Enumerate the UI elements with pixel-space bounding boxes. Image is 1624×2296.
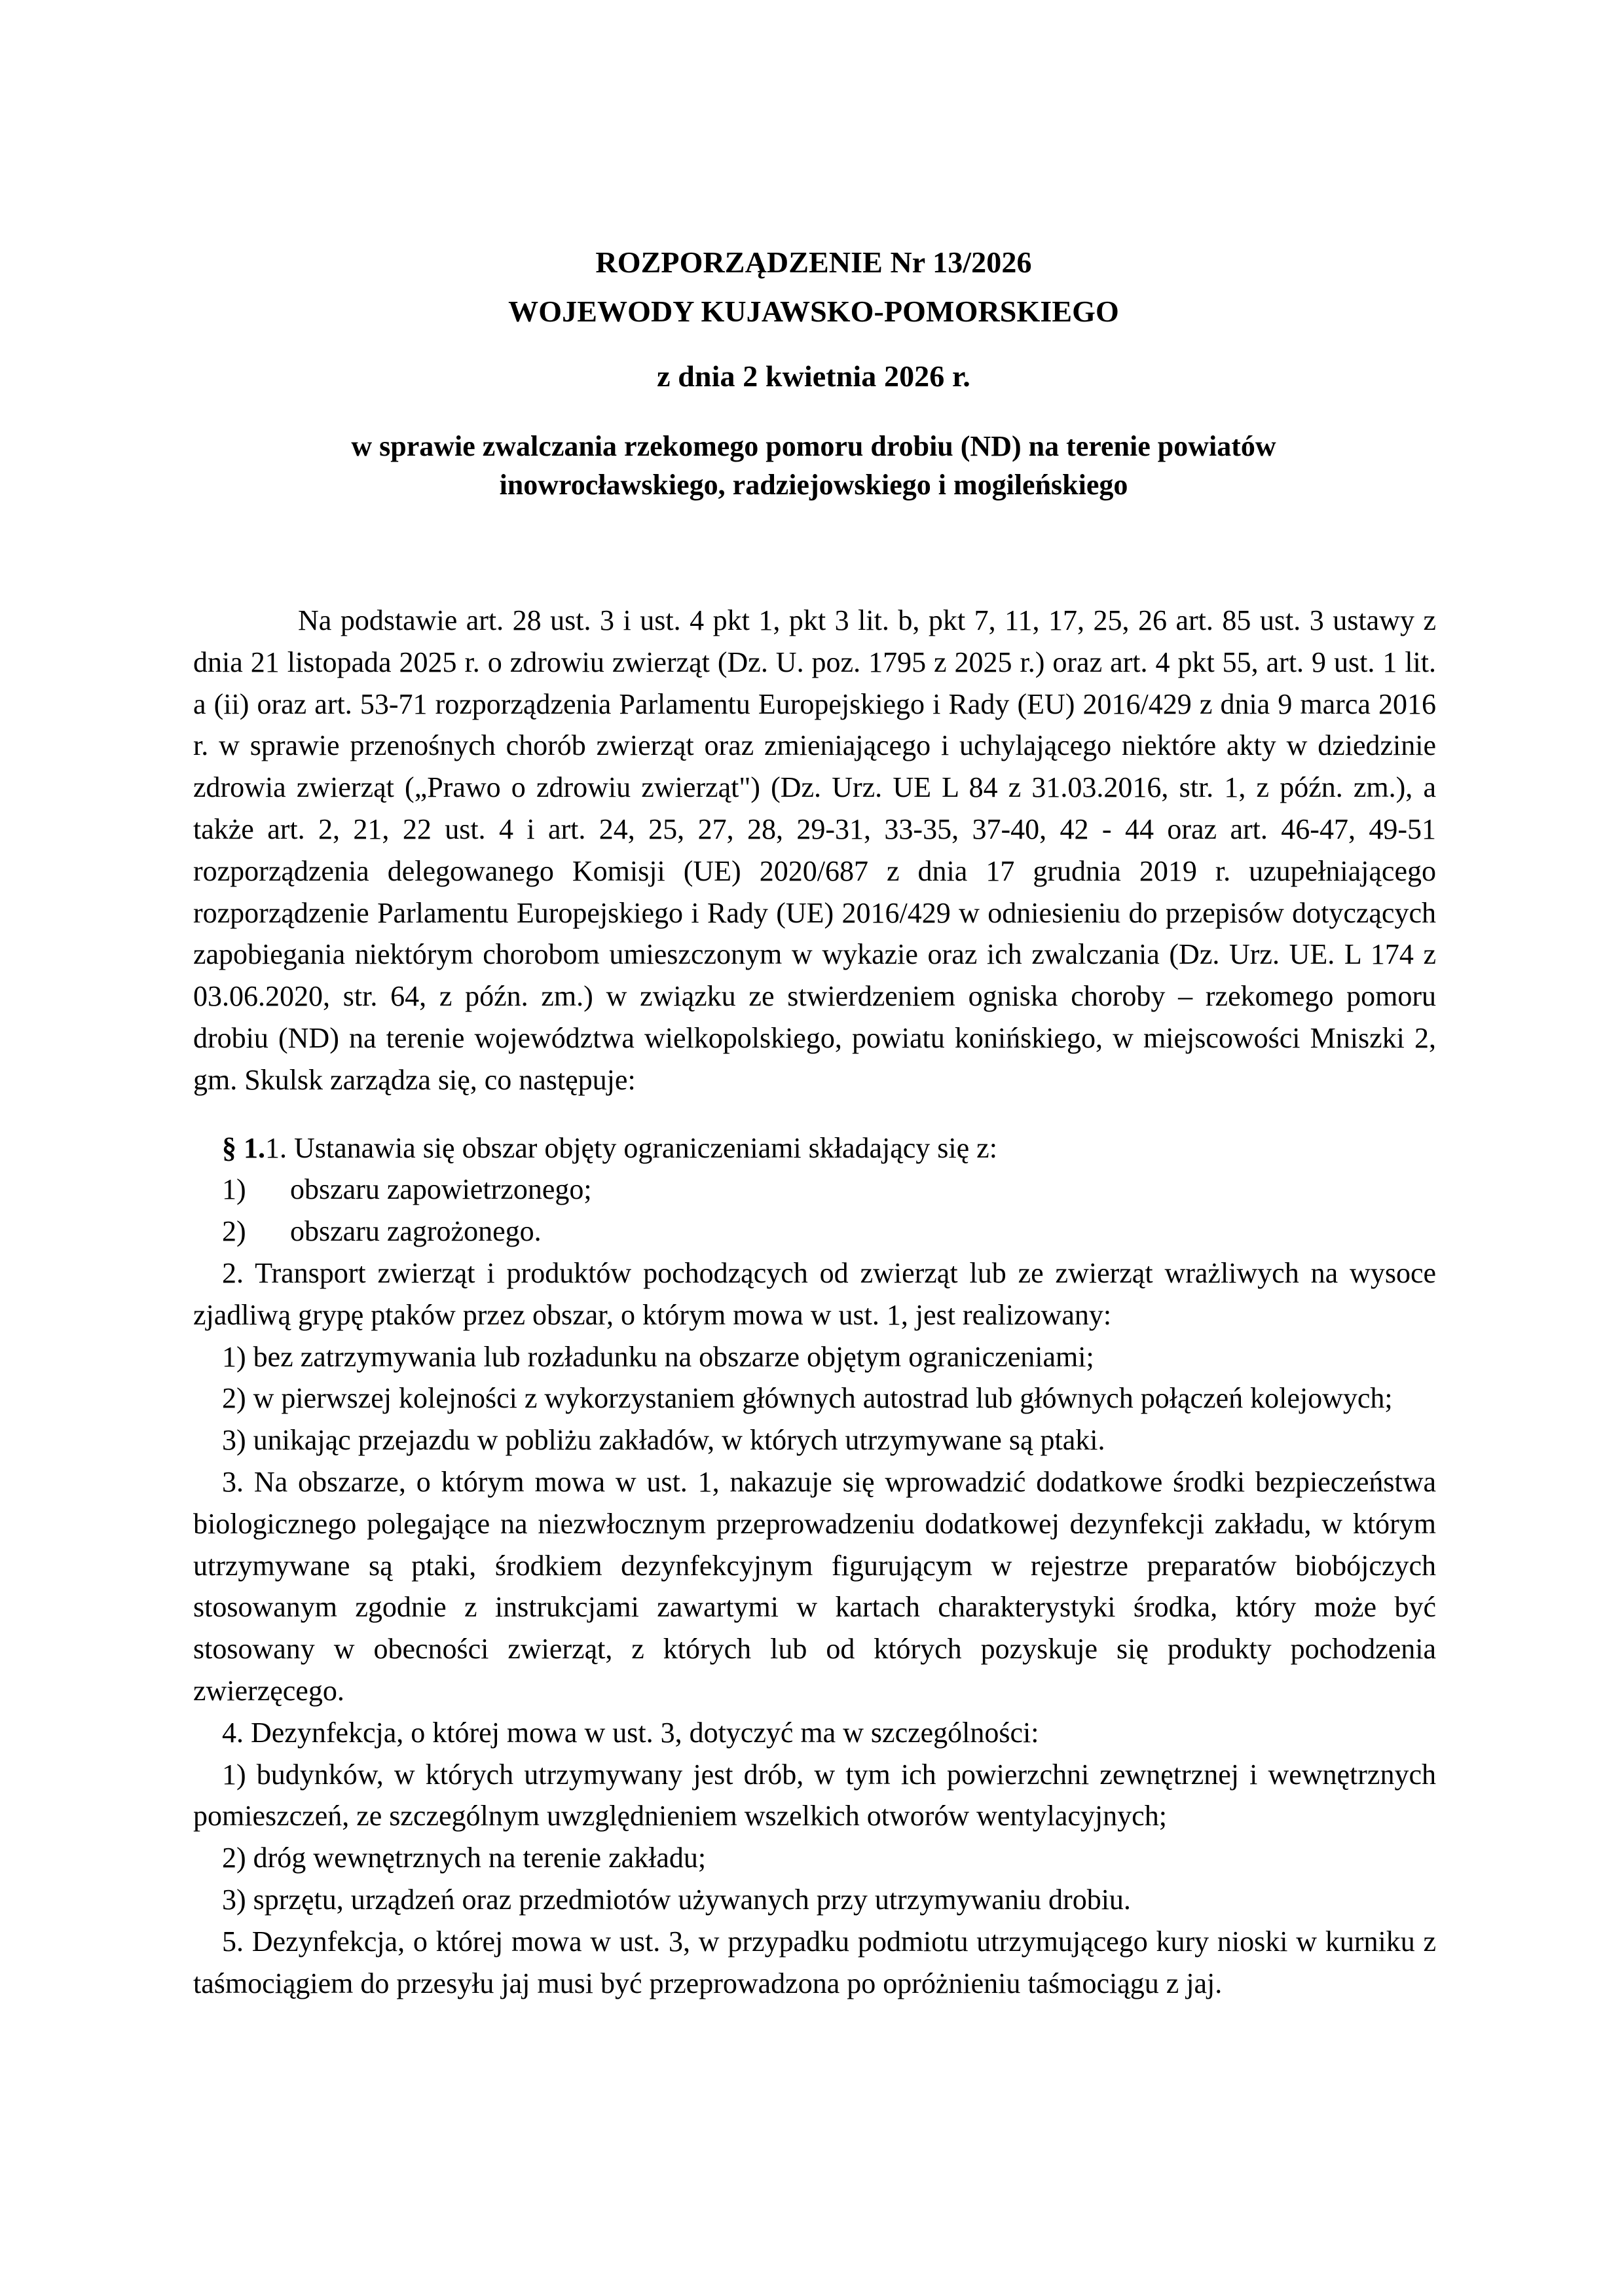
regulation-subject-line-1: w sprawie zwalczania rzekomego pomoru drobiu (ND) na terenie powiatów [351,430,1276,462]
list-item [193,1169,1436,1211]
clause-5: 5. Dezynfekcja, o której mowa w ust. 3, w przypadku podmiotu utrzymującego kury nioski w kurniku z taśmociągiem do przesyłu jaj musi być przeprowadzona po opróżnieniu taśmociągu z jaj. [193,1925,1436,1999]
clause-2-item: 1) bez zatrzymywania lub rozładunku na obszarze objętym ograniczeniami; [222,1340,1094,1373]
clause-4-intro: 4. Dezynfekcja, o której mowa w ust. 3, dotyczyć ma w szczególności: [222,1716,1039,1749]
document-body [193,600,1436,2004]
clause-4-item: 2) dróg wewnętrznych na terenie zakładu; [222,1842,707,1874]
list-item-text: obszaru zapowietrzonego; [290,1173,592,1206]
regulation-subject-line-2: inowrocławskiego, radziejowskiego i mogileńskiego [499,468,1128,501]
clause-2-intro: 2. Transport zwierząt i produktów pochodzących od zwierząt lub ze zwierząt wrażliwych na wysoce zjadliwą grypę ptaków przez obszar, o którym mowa w ust. 1, jest realizowany: [193,1256,1436,1331]
section-1-intro-text: 1. Ustanawia się obszar objęty ograniczeniami składający się z: [265,1131,997,1164]
list-item-text: obszaru zagrożonego. [290,1215,542,1248]
clause-2-item: 2) w pierwszej kolejności z wykorzystaniem głównych autostrad lub głównych połączeń kolejowych; [222,1382,1393,1415]
clause-4-item: 3) sprzętu, urządzeń oraz przedmiotów używanych przy utrzymywaniu drobiu. [222,1883,1131,1916]
regulation-date-line: z dnia 2 kwietnia 2026 r. [657,359,970,393]
legal-basis-paragraph: Na podstawie art. 28 ust. 3 i ust. 4 pkt 1, pkt 3 lit. b, pkt 7, 11, 17, 25, 26 art. 85 ust. 3 ustawy z dnia 21 listopada 2025 r. o zdrowiu zwierząt (Dz. U. poz. 1795 z 2025 r.) oraz art. 4 pkt 55, art. 9 ust. 1 lit. a (ii) oraz art. 53-71 rozporządzenia Parlamentu Europejskiego i Rady (EU) 2016/429 z dnia 9 marca 2016 r. w sprawie przenośnych chorób zwierząt oraz zmieniającego i uchylającego niektóre akty w dziedzinie zdrowia zwierząt („Prawo o zdrowiu zwierząt") (Dz. Urz. UE L 84 z 31.03.2016, str. 1, z późn. zm.), a także art. 2, 21, 22 ust. 4 i art. 24, 25, 27, 28, 29-31, 33-35, 37-40, 42 - 44 oraz art. 46-47, 49-51 rozporządzenia delegowanego Komisji (UE) 2020/687 z dnia 17 grudnia 2019 r. uzupełniającego rozporządzenie Parlamentu Europejskiego i Rady (UE) 2016/429 w odniesieniu do przepisów dotyczących zapobiegania niektórym chorobom umieszczonym w wykazie oraz ich zwalczania (Dz. Urz. UE. L 174 z 03.06.2020, str. 64, z późn. zm.) w związku ze stwierdzeniem ogniska choroby – rzekomego pomoru drobiu (ND) na terenie województwa wielkopolskiego, powiatu konińskiego, w miejscowości Mniszki 2, gm. Skulsk zarządza się, co następuje: [193,604,1436,1096]
list-item-marker: 2) [222,1215,246,1248]
section-1-intro [193,1127,1436,1169]
clause-2-item: 3) unikając przejazdu w pobliżu zakładów, w których utrzymywane są ptaki. [222,1424,1105,1457]
section-symbol: § 1. [222,1131,265,1164]
regulation-number-line: ROZPORZĄDZENIE Nr 13/2026 [595,246,1032,279]
document-title-block [193,247,1434,504]
list-item-marker: 1) [222,1173,246,1206]
list-item [193,1211,1436,1252]
clause-3: 3. Na obszarze, o którym mowa w ust. 1, nakazuje się wprowadzić dodatkowe środki bezpieczeństwa biologicznego polegające na niezwłocznym przeprowadzeniu dodatkowej dezynfekcji zakładu, w którym utrzymywane są ptaki, środkiem dezynfekcyjnym figurującym w rejestrze preparatów biobójczych stosowanym zgodnie z instrukcjami zawartymi w kartach charakterystyki środka, który może być stosowany w obecności zwierząt, z których lub od których pozyskuje się produkty pochodzenia zwierzęcego. [193,1465,1436,1707]
clause-4-item: 1) budynków, w których utrzymywany jest drób, w tym ich powierzchni zewnętrznej i wewnętrznych pomieszczeń, ze szczególnym uwzględnieniem wszelkich otworów wentylacyjnych; [193,1758,1436,1832]
authority-line: WOJEWODY KUJAWSKO-POMORSKIEGO [508,295,1119,328]
